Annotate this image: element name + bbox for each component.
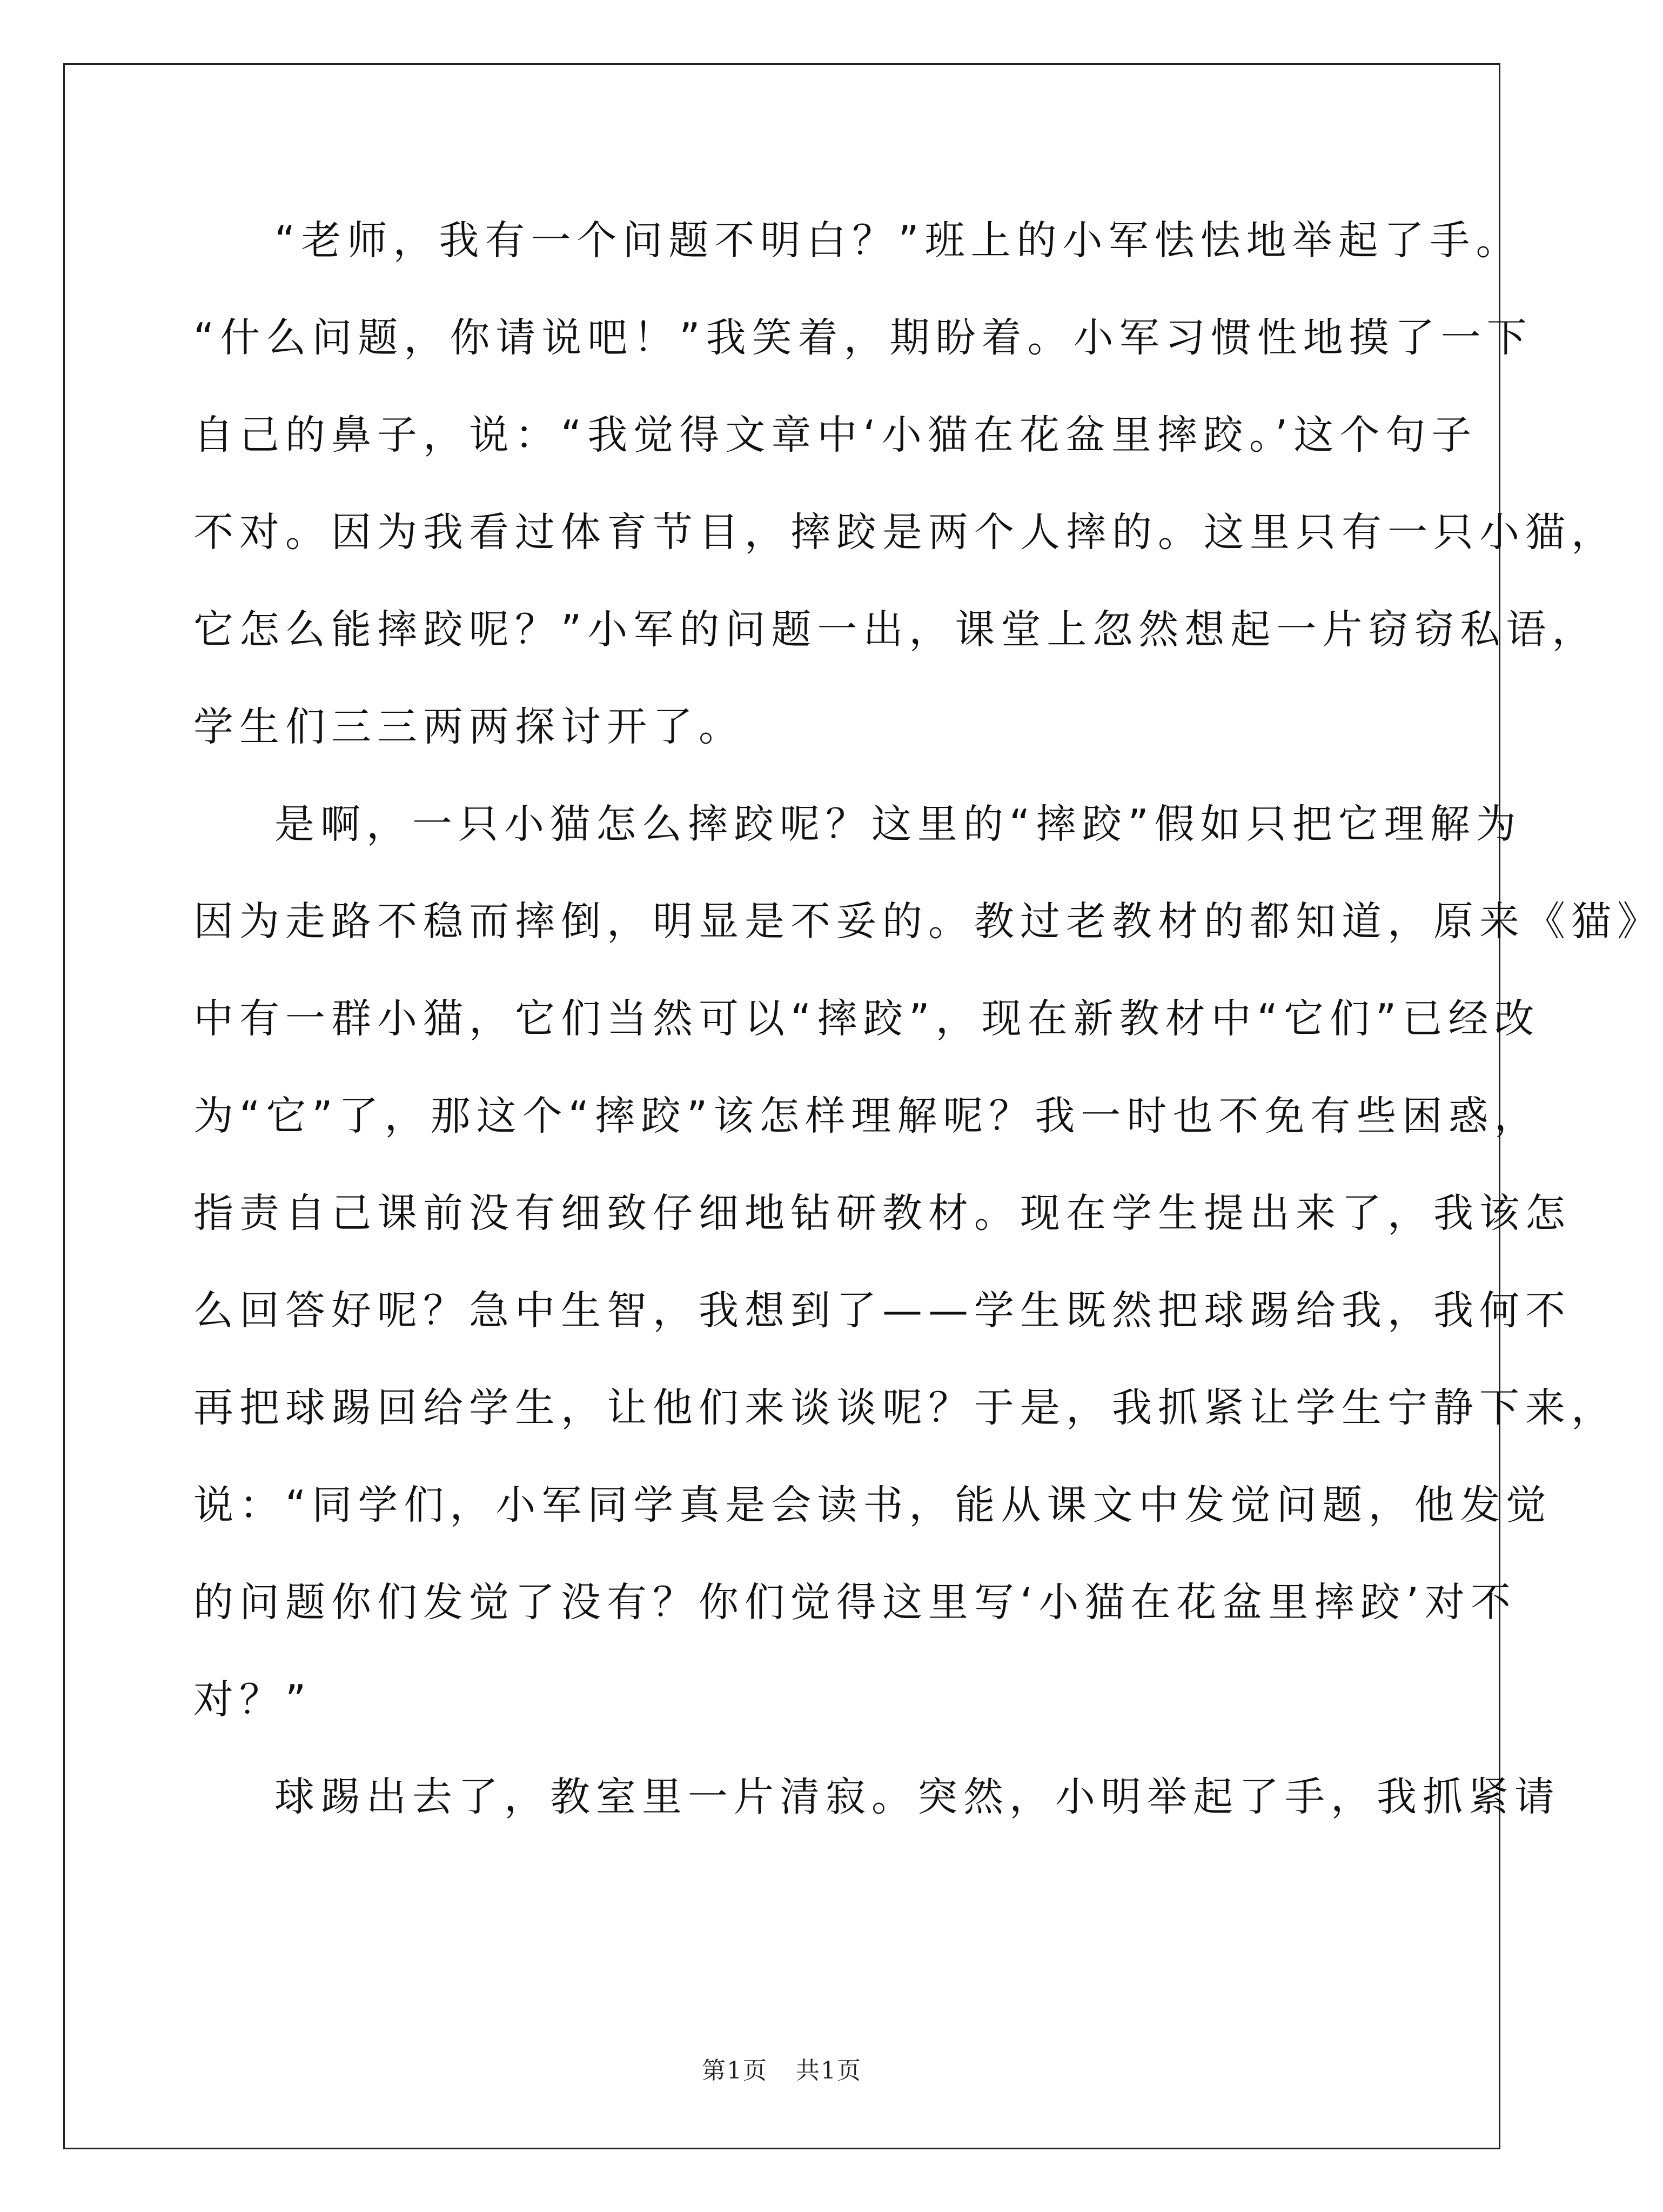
page-number: 第1页: [702, 2057, 768, 2084]
text-line: 不对。因为我看过体育节目，摔跤是两个人摔的。这里只有一只小猫，: [193, 509, 1617, 556]
text-line: 是啊，一只小猫怎么摔跤呢？这里的“摔跤”假如只把它理解为: [274, 801, 1522, 847]
text-line: “什么问题，你请说吧！”我笑着，期盼着。小军习惯性地摸了一下: [193, 315, 1533, 361]
text-line: 么回答好呢？急中生智，我想到了——学生既然把球踢给我，我何不: [193, 1287, 1571, 1334]
document-body: [193, 192, 1663, 1846]
text-line: “老师，我有一个问题不明白？”班上的小军怯怯地举起了手。: [274, 217, 1522, 264]
page-total: 共1页: [796, 2057, 862, 2084]
text-line: 指责自己课前没有细致仔细地钻研教材。现在学生提出来了，我该怎: [193, 1190, 1571, 1237]
text-line: 自己的鼻子，说：“我觉得文章中‘小猫在花盆里摔跤。’这个句子: [193, 412, 1478, 458]
text-line: 对？”: [193, 1676, 312, 1723]
text-line: 再把球踢回给学生，让他们来谈谈呢？于是，我抓紧让学生宁静下来，: [193, 1385, 1617, 1431]
text-line: 为“它”了，那这个“摔跤”该怎样理解呢？我一时也不免有些困惑，: [193, 1093, 1540, 1139]
text-line: 的问题你们发觉了没有？你们觉得这里写‘小猫在花盆里摔跤’对不: [193, 1579, 1517, 1626]
text-line: 因为走路不稳而摔倒，明显是不妥的。教过老教材的都知道，原来《猫》: [193, 898, 1663, 945]
text-line: 它怎么能摔跤呢？”小军的问题一出，课堂上忽然想起一片窃窃私语，: [193, 606, 1598, 653]
text-line: 球踢出去了，教室里一片清寂。突然，小明举起了手，我抓紧请: [274, 1774, 1560, 1820]
text-line: 中有一群小猫，它们当然可以“摔跤”，现在新教材中“它们”已经改: [193, 995, 1540, 1042]
page-footer: [0, 2051, 1564, 2086]
text-line: 说：“同学们，小军同学真是会读书，能从课文中发觉问题，他发觉: [193, 1482, 1552, 1528]
text-line: 学生们三三两两探讨开了。: [193, 704, 745, 750]
